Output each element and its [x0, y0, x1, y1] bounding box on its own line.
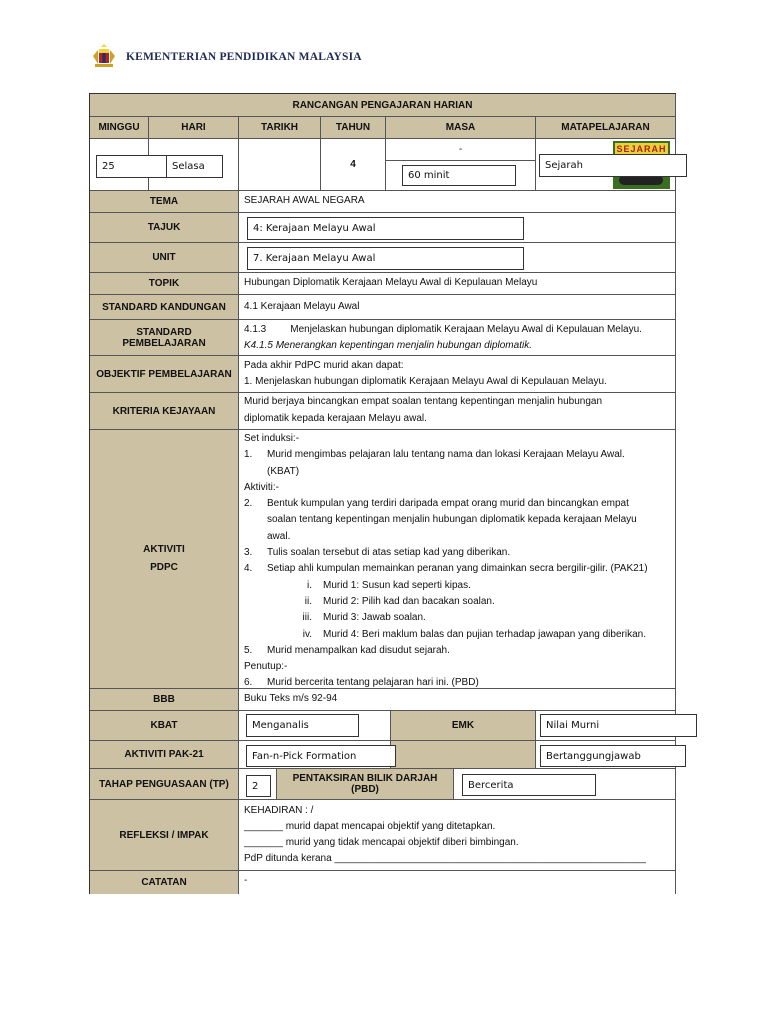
- tajuk-field[interactable]: 4: Kerajaan Melayu Awal: [247, 217, 524, 240]
- list-item-cont: awal.: [267, 530, 291, 542]
- pbd-label: PENTAKSIRAN BILIK DARJAH (PBD): [277, 769, 454, 800]
- sp-code: 4.1.3: [244, 324, 267, 335]
- refleksi-line1: KEHADIRAN : /: [244, 805, 314, 816]
- catatan-label: CATATAN: [90, 871, 239, 894]
- sub-item: i. Murid 1: Susun kad seperti kipas.: [307, 579, 471, 591]
- objektif-value: [239, 356, 676, 393]
- list-item: 5. Murid menampalkan kad disudut sejarah.: [244, 644, 450, 656]
- col-tarikh: TARIKH: [239, 117, 321, 139]
- tema-label: TEMA: [90, 191, 239, 213]
- tp-label: TAHAP PENGUASAAN (TP): [90, 769, 239, 800]
- penutup-heading: Penutup:-: [244, 661, 288, 673]
- daily-lesson-plan-table: [89, 93, 676, 894]
- pak21-value2-field[interactable]: Bertanggungjawab: [540, 745, 686, 767]
- sub-item: iii. Murid 3: Jawab soalan.: [302, 612, 426, 624]
- topik-label: TOPIK: [90, 273, 239, 295]
- emk-field[interactable]: Nilai Murni: [540, 714, 697, 737]
- pak21-field[interactable]: Fan-n-Pick Formation: [246, 745, 396, 767]
- list-item: 1. Murid mengimbas pelajaran lalu tentang nama dan lokasi Kerajaan Melayu Awal.: [244, 449, 625, 461]
- list-item-cont: soalan tentang kepentingan menjalin hubungan diplomatik kepada kerajaan Melayu: [267, 514, 637, 526]
- col-tahun: TAHUN: [321, 117, 386, 139]
- tajuk-label: TAJUK: [90, 213, 239, 243]
- objektif-line1: Pada akhir PdPC murid akan dapat:: [244, 360, 404, 371]
- bbb-label: BBB: [90, 689, 239, 711]
- list-item: 2. Bentuk kumpulan yang terdiri daripada empat orang murid dan bincangkan empat: [244, 498, 629, 510]
- refleksi-value: [239, 800, 676, 871]
- sk-label: STANDARD KANDUNGAN: [90, 295, 239, 320]
- tarikh-cell: [239, 139, 321, 191]
- list-item: 6. Murid bercerita tentang pelajaran hari ini. (PBD): [244, 677, 479, 689]
- sk-value: 4.1 Kerajaan Melayu Awal: [239, 295, 676, 320]
- tema-value: SEJARAH AWAL NEGARA: [239, 191, 676, 213]
- col-masa: MASA: [386, 117, 536, 139]
- refleksi-line3: _______ murid yang tidak mencapai objektif diberi bimbingan.: [244, 837, 519, 848]
- objektif-label: OBJEKTIF PEMBELAJARAN: [90, 356, 239, 393]
- masa-field[interactable]: 60 minit: [402, 165, 516, 186]
- unit-label: UNIT: [90, 243, 239, 273]
- aktiviti-label-2: PDPC: [150, 562, 178, 573]
- col-matapelajaran: MATAPELAJARAN: [536, 117, 676, 139]
- masa-top-value: -: [386, 139, 536, 161]
- pbd-field[interactable]: Bercerita: [462, 774, 596, 796]
- catatan-value: -: [239, 871, 676, 894]
- list-item: 4. Setiap ahli kumpulan memainkan peranan yang dimainkan secra bergilir-gilir. (PAK21): [244, 563, 648, 575]
- kriteria-line1: Murid berjaya bincangkan empat soalan tentang kepentingan menjalin hubungan: [244, 396, 603, 407]
- logo-text: SEJARAH: [616, 144, 667, 154]
- sp-line2: K4.1.5 Menerangkan kepentingan menjalin hubungan diplomatik.: [244, 340, 532, 351]
- sp-value: [239, 320, 676, 356]
- tp-field[interactable]: 2: [246, 775, 271, 797]
- malaysia-crest-icon: [90, 44, 118, 70]
- pak21-label: AKTIVITI PAK-21: [90, 741, 239, 769]
- list-item-cont: (KBAT): [267, 465, 300, 477]
- sub-item: iv. Murid 4: Beri maklum balas dan pujian terhadap jawapan yang diberikan.: [302, 628, 646, 640]
- kriteria-label: KRITERIA KEJAYAAN: [90, 393, 239, 430]
- topik-value: Hubungan Diplomatik Kerajaan Melayu Awal di Kepulauan Melayu: [239, 273, 676, 295]
- bbb-value: Buku Teks m/s 92-94: [239, 689, 676, 711]
- minggu-field[interactable]: 25: [96, 155, 168, 178]
- col-hari: HARI: [149, 117, 239, 139]
- sub-item: ii. Murid 2: Pilih kad dan bacakan soalan.: [304, 595, 495, 607]
- refleksi-line2: _______ murid dapat mencapai objektif yang ditetapkan.: [244, 821, 496, 832]
- sp-line1: Menjelaskan hubungan diplomatik Kerajaan Melayu Awal di Kepulauan Melayu.: [290, 324, 642, 335]
- list-item: 3. Tulis soalan tersebut di atas setiap kad yang diberikan.: [244, 547, 511, 559]
- kriteria-line2: diplomatik kepada kerajaan Melayu awal.: [244, 413, 427, 424]
- refleksi-label: REFLEKSI / IMPAK: [90, 800, 239, 871]
- refleksi-line4: PdP ditunda kerana ________________________________________________________: [244, 853, 646, 864]
- objektif-line2: 1. Menjelaskan hubungan diplomatik Kerajaan Melayu Awal di Kepulauan Melayu.: [244, 376, 607, 387]
- aktiviti-label-1: AKTIVITI: [143, 544, 185, 555]
- matapelajaran-field[interactable]: Sejarah: [539, 154, 687, 177]
- aktiviti-heading: Aktiviti:-: [244, 481, 279, 493]
- set-induksi-heading: Set induksi:-: [244, 433, 300, 444]
- col-minggu: MINGGU: [90, 117, 149, 139]
- pak21-mid-cell: [391, 741, 536, 769]
- page-header: [90, 42, 362, 72]
- aktiviti-label: [90, 430, 239, 689]
- kbat-label: KBAT: [90, 711, 239, 741]
- aktiviti-content: [239, 430, 676, 689]
- unit-field[interactable]: 7. Kerajaan Melayu Awal: [247, 247, 524, 270]
- tahun-value: 4: [321, 139, 386, 191]
- sp-label: STANDARD PEMBELAJARAN: [90, 320, 239, 356]
- kriteria-value: [239, 393, 676, 430]
- hari-field[interactable]: Selasa: [166, 155, 223, 178]
- ministry-name: KEMENTERIAN PENDIDIKAN MALAYSIA: [126, 51, 362, 63]
- kbat-field[interactable]: Menganalis: [246, 714, 359, 737]
- emk-label: EMK: [391, 711, 536, 741]
- plan-title: RANCANGAN PENGAJARAN HARIAN: [90, 94, 676, 117]
